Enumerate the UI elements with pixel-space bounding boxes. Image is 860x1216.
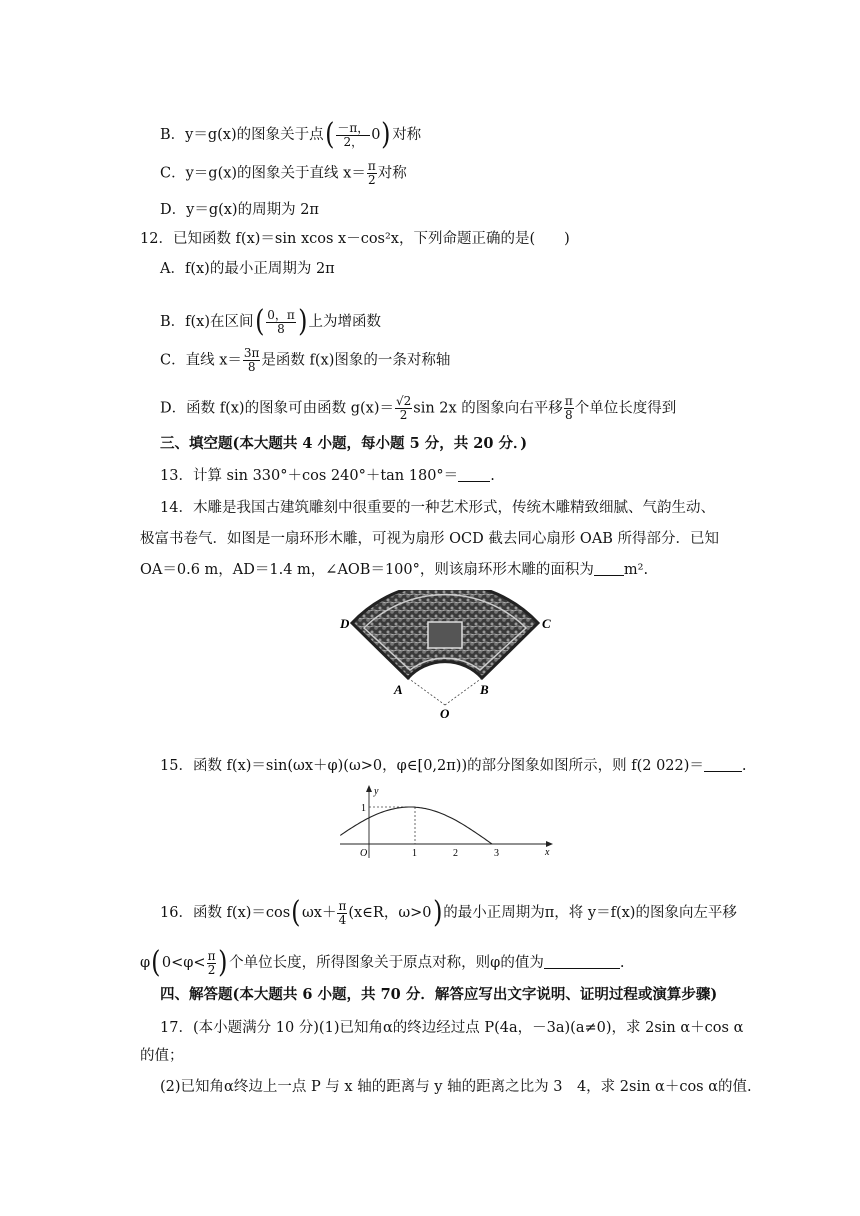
q12-option-a: A．f(x)的最小正周期为 2π: [160, 261, 335, 277]
q16-line-2: φ(0<φ< $\frac{\pi}{2}$ )个单位长度，所得图象关于原点对称，则φ的值为 .: [140, 945, 625, 980]
q14-line-1: 14．木雕是我国古建筑雕刻中很重要的一种艺术形式，传统木雕精致细腻、气韵生动、: [160, 500, 715, 516]
q12-stem: 12．已知函数 f(x)＝sin xcos x－cos²x，下列命题正确的是( ): [140, 231, 570, 247]
q17-line-2: 的值；: [140, 1048, 184, 1064]
q13: 13．计算 sin 330°＋cos 240°＋tan 180°＝ .: [160, 468, 495, 484]
dashed-line-oa: [408, 678, 445, 705]
q17-line-1: 17．(本小题满分 10 分)(1)已知角α的终边经过点 P(4a，－3a)(a≠0)，求 2sin α＋cos α: [160, 1020, 744, 1036]
y-axis-arrow: [366, 785, 372, 792]
dashed-line-ob: [445, 678, 482, 705]
fraction: $\frac{\pi}{2}$: [207, 948, 216, 977]
label-a: A: [394, 682, 403, 697]
q15: 15．函数 f(x)＝sin(ωx＋φ)(ω>0，φ∈[0,2π))的部分图象如图所示，则 f(2 022)＝ .: [160, 758, 747, 774]
label-o: O: [440, 706, 450, 720]
q12-option-b: B．f(x)在区间( $\frac{0,\pi}{8}$ )上为增函数: [160, 304, 381, 339]
label-d: D: [340, 616, 350, 631]
tick-label-2: 2: [453, 848, 458, 859]
fraction: $\frac{-\pi,}{2,}$: [337, 120, 370, 149]
q11-option-b: B．y＝g(x)的图象关于点( $\frac{-\pi,}{2,}$ 0)对称: [160, 117, 422, 152]
section-4-heading: 四、解答题(本大题共 6 小题，共 70 分．解答应写出文字说明、证明过程或演算步骤): [160, 986, 718, 1003]
axis-label-y: y: [374, 786, 379, 797]
q15-figure: [335, 782, 560, 862]
q12-option-c: C．直线 x＝ $\frac{3\pi}{8}$ 是函数 f(x)图象的一条对称轴: [160, 346, 451, 374]
fraction: $\frac{\pi}{8}$: [564, 394, 573, 422]
fraction: $\frac{0,\pi}{8}$: [267, 307, 295, 336]
q17-line-3: (2)已知角α终边上一点 P 与 x 轴的距离与 y 轴的距离之比为 3 4，求 2sin α＋cos α的值.: [160, 1079, 752, 1095]
q12-option-d: D．函数 f(x)的图象可由函数 g(x)＝ $\frac{√2}{2}$ sin 2x 的图象向右平移 $\frac{\pi}{8}$ 个单位长度得到: [160, 394, 677, 422]
fraction: $\frac{3\pi}{8}$: [243, 346, 260, 374]
label-c: C: [542, 616, 551, 631]
tick-label-3: 3: [494, 848, 499, 859]
center-plaque: [428, 622, 462, 648]
q14-line-3: OA＝0.6 m，AD＝1.4 m，∠AOB＝100°，则该扇环形木雕的面积为 m².: [140, 562, 649, 578]
q14-line-2: 极富书卷气．如图是一扇环形木雕，可视为扇形 OCD 截去同心扇形 OAB 所得部分．已知: [140, 531, 720, 547]
y-tick-label-1: 1: [361, 803, 366, 814]
q11-option-d: D．y＝g(x)的周期为 2π: [160, 202, 319, 218]
tick-label-1: 1: [412, 848, 417, 859]
fraction: $\frac{\pi}{4}$: [338, 898, 347, 927]
origin-label: O: [360, 848, 368, 859]
q14-figure: [330, 590, 560, 720]
label-b: B: [480, 682, 489, 697]
fraction: $\frac{\pi}{2}$: [367, 159, 376, 187]
section-3-heading: 三、填空题(本大题共 4 小题，每小题 5 分，共 20 分．): [160, 435, 528, 452]
answer-blank: [594, 561, 624, 576]
answer-blank: [704, 757, 742, 772]
axis-label-x: x: [545, 847, 550, 858]
q16-line-1: 16．函数 f(x)＝cos(ωx＋ $\frac{\pi}{4}$ (x∈R，ω>0)的最小正周期为π，将 y＝f(x)的图象向左平移: [160, 895, 737, 930]
answer-blank: [544, 954, 620, 969]
answer-blank: [458, 467, 490, 482]
q11-option-c: C．y＝g(x)的图象关于直线 x＝ $\frac{\pi}{2}$ 对称: [160, 159, 407, 187]
fraction: $\frac{√2}{2}$: [395, 394, 412, 422]
